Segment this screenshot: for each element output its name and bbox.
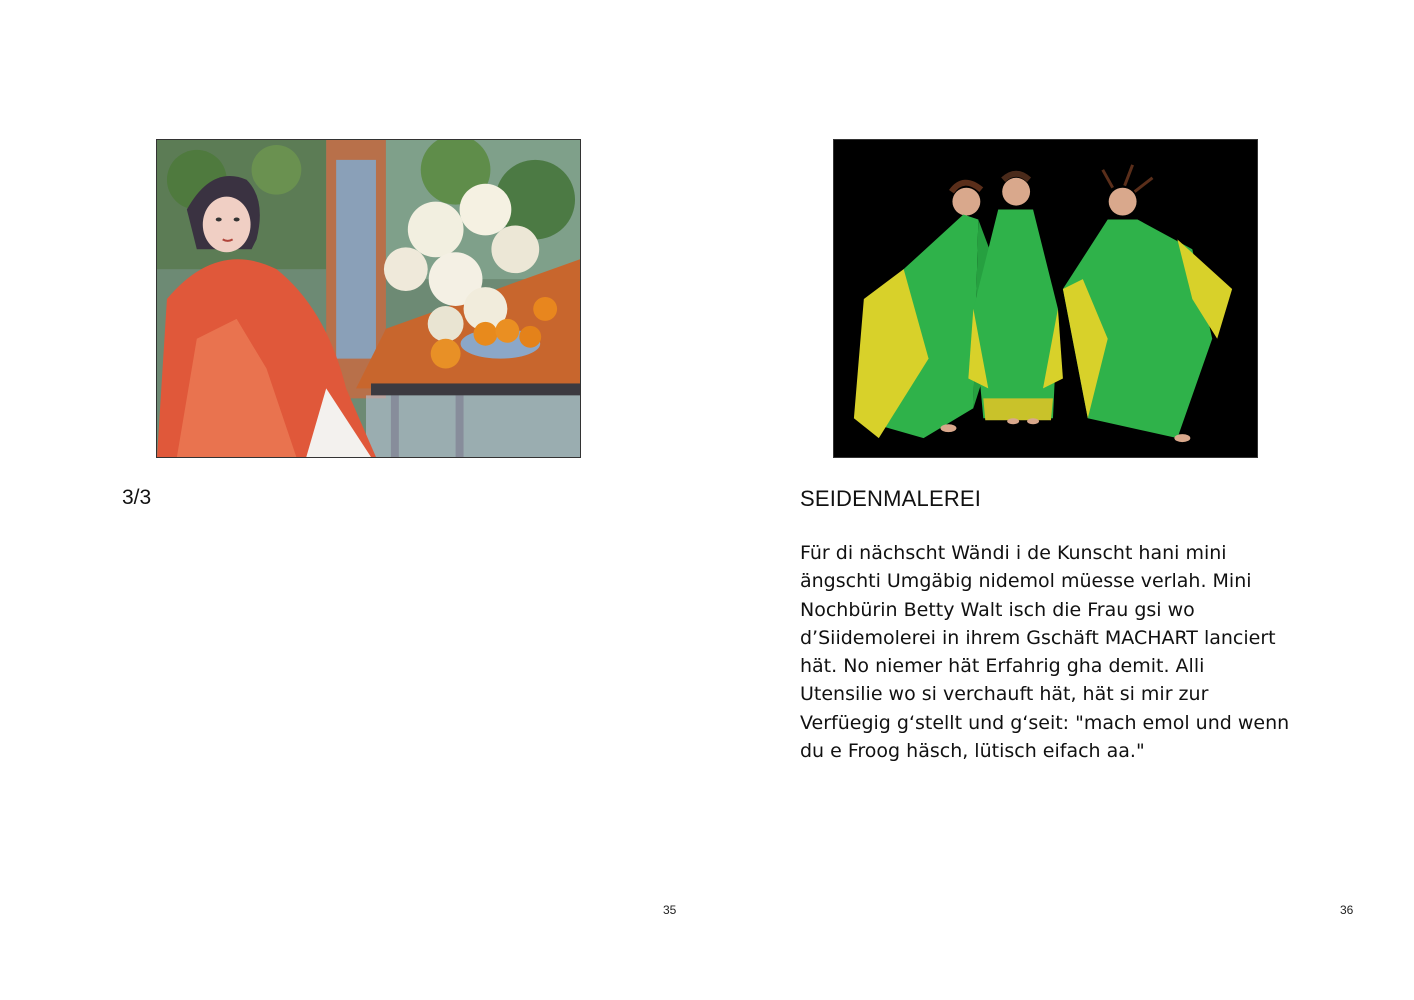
body-line: hät. No niemer hät Erfahrig gha demit. Alli (800, 655, 1205, 678)
body-line: Nochbürin Betty Walt isch die Frau gsi wo (800, 598, 1195, 621)
body-line: Verfüegig g‘stellt und g‘seit: "mach emol und wenn (800, 711, 1290, 734)
page-number-right: 36 (1340, 903, 1354, 917)
section-heading: SEIDENMALEREI (800, 486, 982, 511)
body-line: du e Froog häsch, lütisch eifach aa." (800, 740, 1145, 763)
right-page (707, 0, 1414, 1000)
painting-caption: 3/3 (122, 486, 152, 509)
body-line: ängschti Umgäbig nidemol müesse verlah. Mini (800, 570, 1252, 593)
silk-photo-artwork (834, 140, 1257, 457)
silk-photo-image (833, 139, 1258, 458)
body-line: Für di nächscht Wändi i de Kunscht hani mini (800, 542, 1227, 564)
body-paragraph (800, 539, 1300, 765)
page-number-left: 35 (663, 903, 677, 917)
painting-artwork (157, 140, 580, 457)
painting-image (156, 139, 581, 458)
body-line: Utensilie wo si verchauft hät, hät si mir zur (800, 683, 1209, 706)
body-line: d’Siidemolerei in ihrem Gschäft MACHART lanciert (800, 626, 1276, 649)
